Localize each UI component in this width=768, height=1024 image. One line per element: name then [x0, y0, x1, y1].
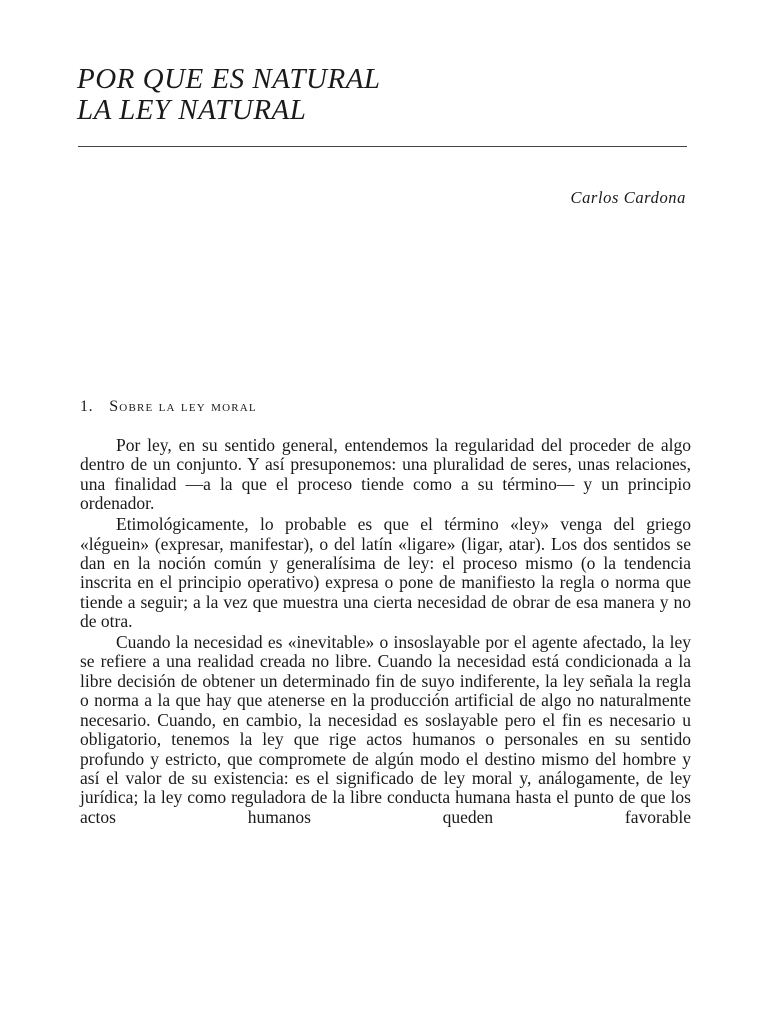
title-line-1: POR QUE ES NATURAL — [77, 63, 381, 95]
paragraph-2: Etimológicamente, lo probable es que el término «ley» venga del griego «léguein» (expresar, manifestar), o del latín «ligare» (ligar, atar). Los dos sentidos se dan en la noción común y generalísima de ley: el proceso mismo (o la tendencia inscrita en el principio operativo) expresa o pone de manifiesto la regla o norma que tiende a seguir; a la vez que muestra una cierta necesidad de obrar de esa manera y no de otra. — [80, 514, 691, 632]
section-number: 1. — [80, 398, 94, 415]
title-rule — [78, 146, 687, 147]
title-line-2: LA LEY NATURAL — [77, 94, 307, 126]
section-title: Sobre la ley moral — [109, 398, 257, 415]
paragraph-3: Cuando la necesidad es «inevitable» o insoslayable por el agente afectado, la ley se refiere a una realidad creada no libre. Cuando la necesidad está condicionada a la libre decisión de obtener un determinado fin de suyo indiferente, la ley señala la regla o norma a la que hay que atenerse en la producción artificial de algo no naturalmente necesario. Cuando, en cambio, la necesidad es soslayable pero el fin es necesario u obligatorio, tenemos la ley que rige actos humanos o personales en su sentido profundo y estricto, que compromete de algún modo el destino mismo del hombre y así el valor de su existencia: es el significado de ley moral y, análogamente, de ley jurídica; la ley como reguladora de la libre conducta humana hasta el punto de que los actos humanos queden favorable — [80, 632, 691, 827]
section-heading — [80, 398, 257, 416]
article-title — [77, 64, 381, 126]
body-text — [80, 436, 691, 827]
paragraph-1: Por ley, en su sentido general, entendemos la regularidad del proceder de algo dentro de un conjunto. Y así presuponemos: una pluralidad de seres, unas relaciones, una finalidad —a la que el proceso tiende como a su término— y un principio ordenador. — [80, 435, 691, 514]
author-name: Carlos Cardona — [570, 188, 686, 207]
